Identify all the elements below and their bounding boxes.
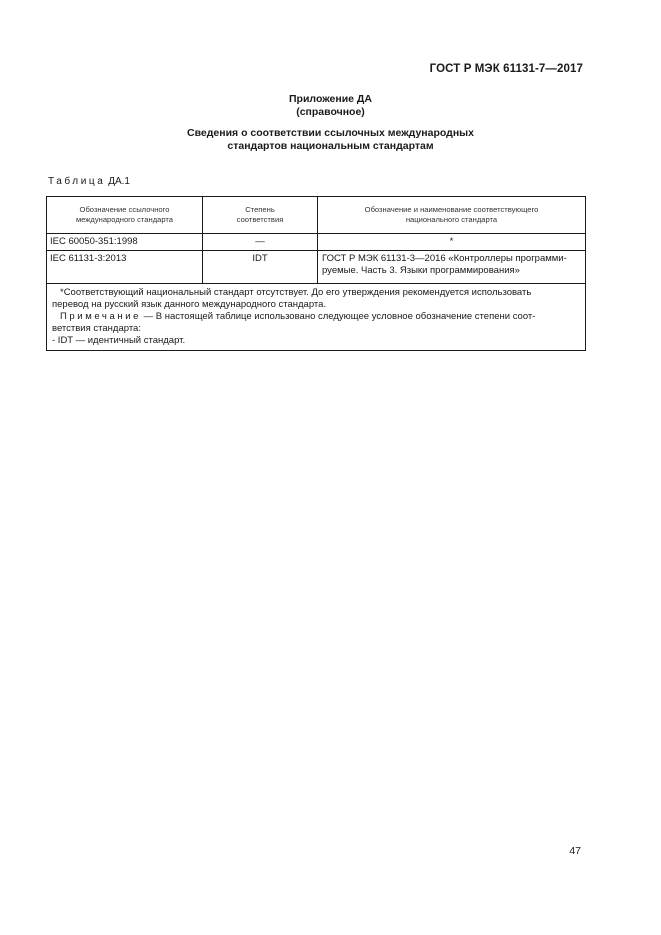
table-notes-row (47, 284, 586, 351)
cell-degree: IDT (203, 251, 318, 284)
cell-reference: IEC 61131-3:2013 (47, 251, 203, 284)
table-row (47, 251, 586, 284)
correspondence-table (46, 196, 586, 351)
table-header-row (47, 197, 586, 234)
annex-title (0, 93, 661, 119)
header-text: Обозначение и наименование соответствующего (364, 205, 539, 214)
table-caption-id: ДА.1 (108, 176, 130, 187)
section-heading-line1: Сведения о соответствии ссылочных международных (187, 127, 474, 139)
header-degree (203, 197, 318, 234)
header-text: Степень (245, 205, 275, 214)
table-caption-word: Таблица (48, 176, 106, 187)
note-line1 (52, 311, 580, 323)
cell-degree: — (203, 234, 318, 251)
table-notes (47, 284, 586, 351)
footnote-line2: перевод на русский язык данного международного стандарта. (52, 299, 327, 310)
footnote-line1: *Соответствующий национальный стандарт отсутствует. До его утверждения рекомендуется использовать (60, 287, 532, 298)
note-text: — В настоящей таблице использовано следующее условное обозначение степени соот- (141, 311, 536, 322)
note-line2: ветствия стандарта: (52, 323, 141, 334)
page-number: 47 (569, 845, 581, 857)
cell-national-line2: руемые. Часть 3. Языки программирования» (322, 265, 520, 276)
annex-type: (справочное) (296, 106, 365, 118)
note-line3: - IDT — идентичный стандарт. (52, 335, 186, 346)
note-word: Примечание (60, 311, 141, 322)
cell-reference: IEC 60050-351:1998 (47, 234, 203, 251)
table-row (47, 234, 586, 251)
table-caption (48, 176, 130, 187)
cell-national (318, 251, 586, 284)
header-reference-standard (47, 197, 203, 234)
header-national-standard (318, 197, 586, 234)
header-text: международного стандарта (75, 215, 174, 224)
cell-national: * (318, 234, 586, 251)
cell-national-line1: ГОСТ Р МЭК 61131-3—2016 «Контроллеры программи- (322, 253, 567, 264)
annex-title-line: Приложение ДА (289, 93, 372, 105)
document-code: ГОСТ Р МЭК 61131-7—2017 (429, 63, 583, 75)
header-text: Обозначение ссылочного (79, 205, 170, 214)
header-text: национального стандарта (405, 215, 498, 224)
section-heading (0, 127, 661, 153)
header-text: соответствия (236, 215, 284, 224)
section-heading-line2: стандартов национальным стандартам (227, 140, 434, 152)
